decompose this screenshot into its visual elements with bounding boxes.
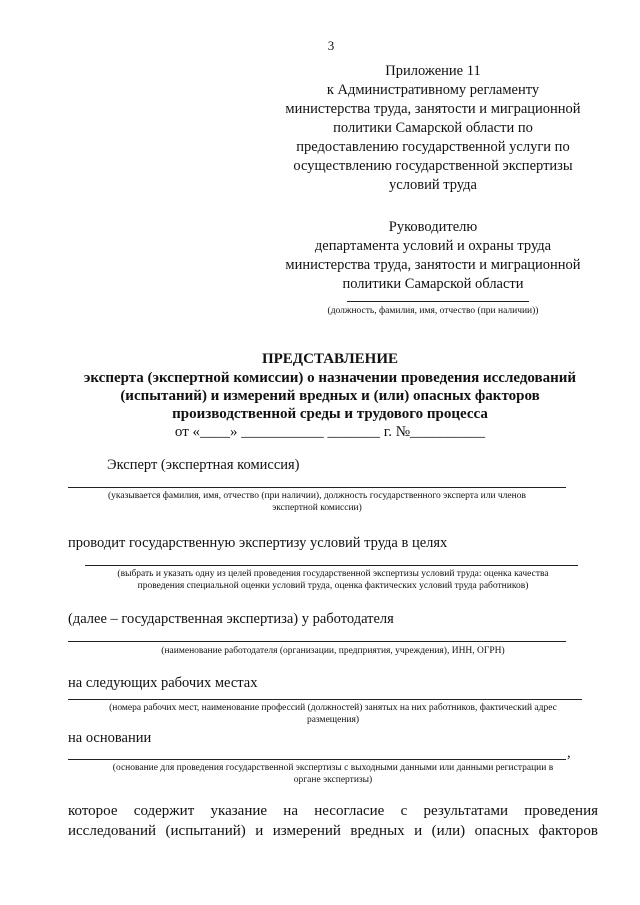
title-line: производственной среды и трудового процесса — [172, 406, 488, 422]
appendix-line: министерства труда, занятости и миграционной — [285, 101, 581, 117]
addressee-line: Руководителю — [388, 219, 478, 235]
appendix-line: к Административному регламенту — [326, 82, 540, 98]
workplaces-hint — [68, 702, 598, 726]
basis-hint — [68, 762, 598, 786]
body-text-line: исследований (испытаний) и измерений вредных и (или) опасных факторов — [68, 823, 598, 839]
workplaces-fill-line[interactable] — [68, 699, 582, 700]
addressee-block — [268, 218, 598, 294]
expert-label: Эксперт (экспертная комиссия) — [107, 457, 300, 473]
title-line: (испытаний) и измерений вредных и (или) опасных факторов — [120, 388, 540, 404]
purpose-hint — [68, 568, 598, 592]
purpose-hint-line: проведения специальной оценки условий труда, оценка фактических условий труда работников) — [137, 581, 529, 591]
appendix-line: условий труда — [389, 177, 477, 193]
appendix-line: политики Самарской области по — [333, 120, 533, 136]
basis-hint-line: (основание для проведения государственной экспертизы с выходными данными или данными регистрации в — [112, 763, 554, 773]
document-title: ПРЕДСТАВЛЕНИЕ — [261, 351, 399, 367]
title-line: эксперта (экспертной комиссии) о назначении проведения исследований — [83, 370, 577, 386]
appendix-block — [268, 62, 598, 195]
basis-hint-line: органе экспертизы) — [293, 775, 373, 785]
employer-hint: (наименование работодателя (организации, предприятия, учреждения), ИНН, ОГРН) — [161, 646, 505, 656]
expert-hint — [68, 490, 566, 514]
employer-fill-line[interactable] — [68, 641, 566, 642]
expert-hint-line: (указывается фамилия, имя, отчество (при наличии), должность государственного эксперта или членов — [108, 491, 526, 501]
basis-fill-line[interactable] — [68, 759, 566, 760]
addressee-line: министерства труда, занятости и миграционной — [285, 257, 581, 273]
basis-label: на основании — [68, 730, 152, 746]
workplaces-hint-line: (номера рабочих мест, наименование профессий (должностей) занятых на них работников, фактический адрес — [109, 703, 557, 713]
body-text-line: которое содержит указание на несогласие с результатами проведения — [68, 803, 598, 819]
appendix-line: предоставлению государственной услуги по — [296, 139, 570, 155]
addressee-line: политики Самарской области — [342, 276, 524, 292]
purpose-label: проводит государственную экспертизу условий труда в целях — [68, 535, 448, 551]
page-number: 3 — [327, 38, 335, 53]
expert-hint-line: экспертной комиссии) — [272, 503, 362, 513]
basis-comma: , — [567, 745, 571, 761]
addressee-line: департамента условий и охраны труда — [314, 238, 552, 254]
date-number-line: от «____» ___________ _______ г. №__________ — [174, 424, 486, 440]
appendix-line: Приложение 11 — [385, 63, 481, 79]
workplaces-hint-line: размещения) — [306, 715, 360, 725]
purpose-fill-line[interactable] — [85, 565, 578, 566]
addressee-signature-line — [347, 301, 529, 302]
addressee-hint: (должность, фамилия, имя, отчество (при наличии)) — [327, 306, 539, 316]
purpose-hint-line: (выбрать и указать одну из целей проведения государственной экспертизы условий труда: оценка качества — [117, 569, 549, 579]
employer-label: (далее – государственная экспертиза) у работодателя — [68, 611, 394, 627]
appendix-line: осуществлению государственной экспертизы — [293, 158, 573, 174]
workplaces-label: на следующих рабочих местах — [68, 675, 258, 691]
expert-fill-line[interactable] — [68, 487, 566, 488]
